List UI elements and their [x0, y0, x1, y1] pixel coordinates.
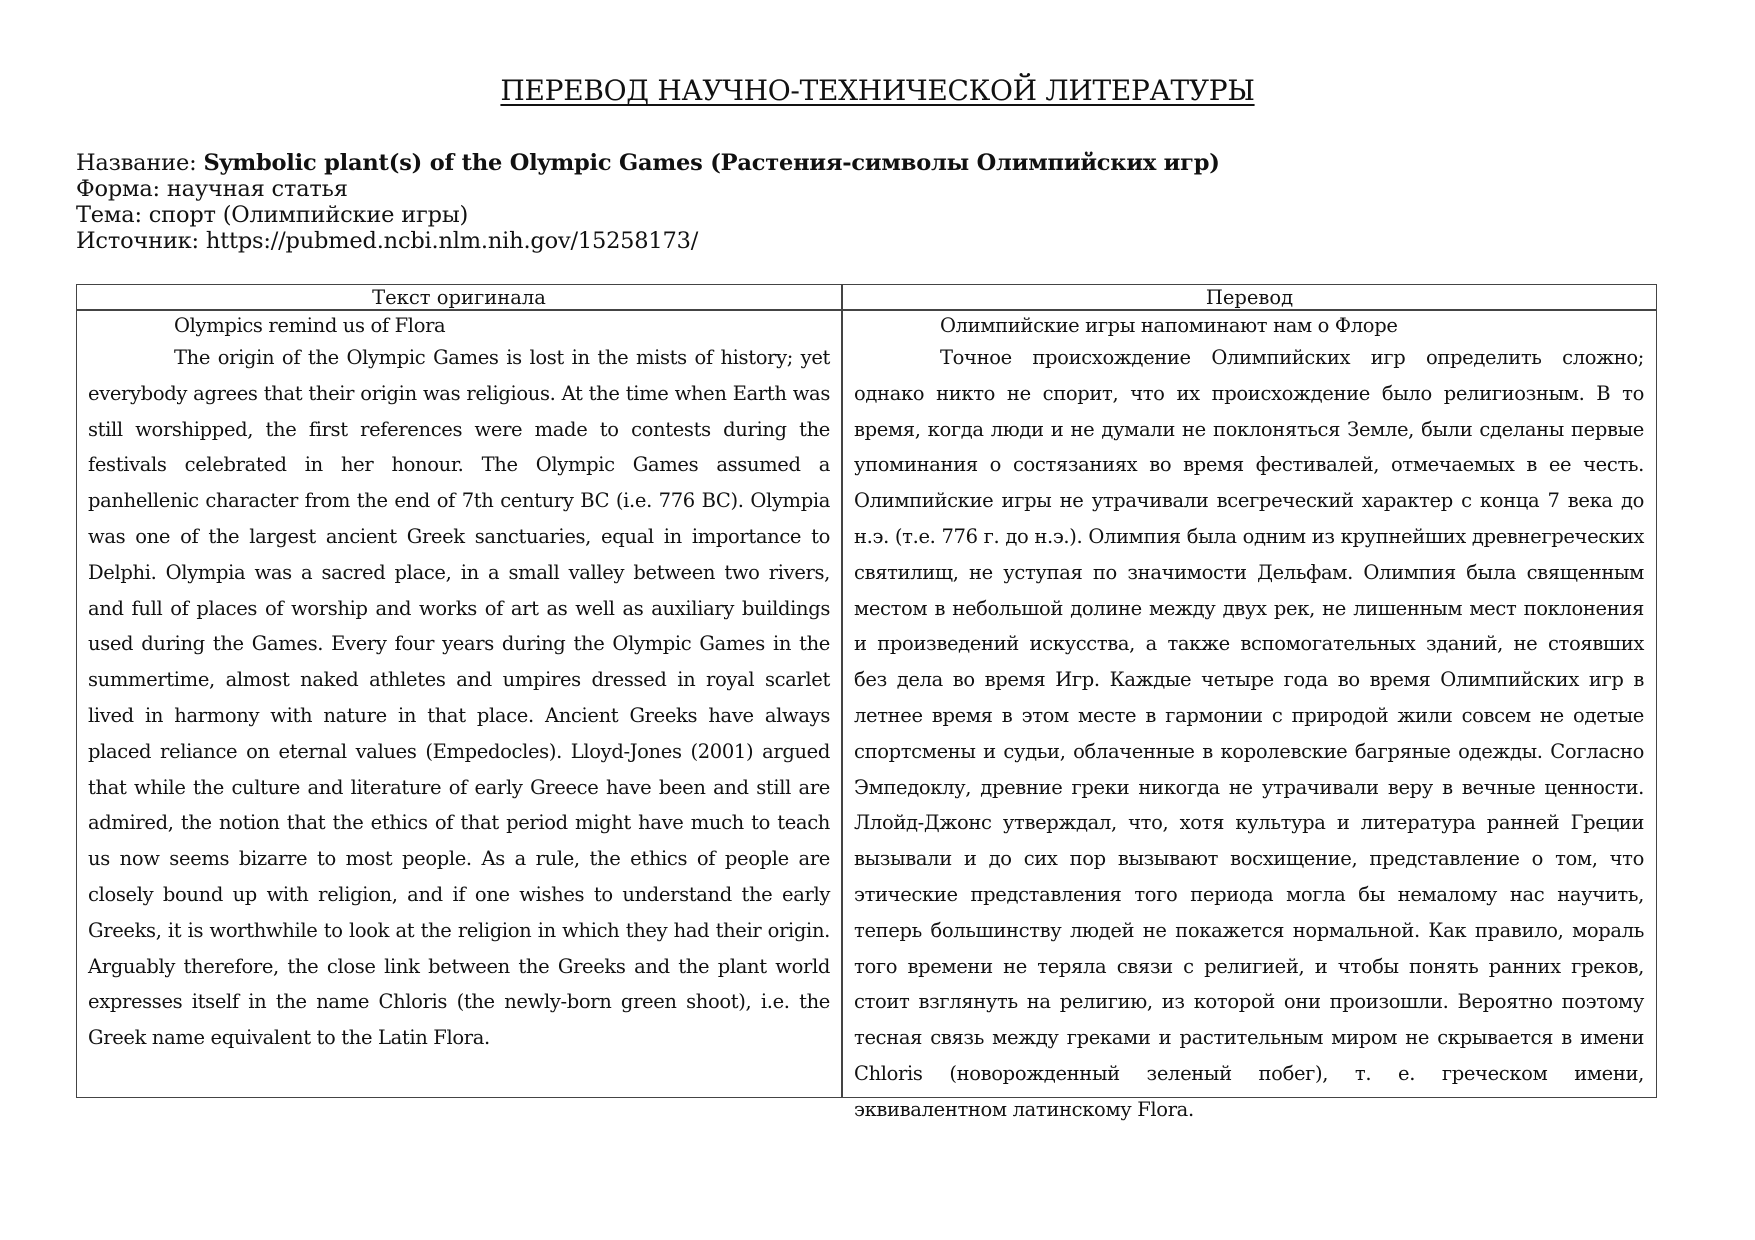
- meta-name-row: [76, 150, 1220, 176]
- meta-name-value: Symbolic plant(s) of the Olympic Games (Растения-символы Олимпийских игр): [203, 150, 1220, 176]
- original-text-cell: [88, 311, 830, 1056]
- document-meta: [76, 150, 1220, 254]
- header-translation: Перевод: [1205, 286, 1294, 309]
- translation-text-cell: [854, 311, 1644, 1128]
- column-divider: [841, 285, 843, 1097]
- translation-body: Точное происхождение Олимпийских игр определить сложно; однако никто не спорит, что их происхождение было религиозным. В то время, когда люди и не думали не поклоняться Земле, были сделаны первые упоминания о состязаниях во время фестивалей, отмечаемых в ее честь. Олимпийские игры не утрачивали всегреческий характер с конца 7 века до н.э. (т.е. 776 г. до н.э.). Олимпия была одним из крупнейших древнегреческих святилищ, не уступая по значимости Дельфам. Олимпия была священным местом в небольшой долине между двух рек, не лишенным мест поклонения и произведений искусства, а также вспомогательных зданий, не стоявших без дела во время Игр. Каждые четыре года во время Олимпийских игр в летнее время в этом месте в гармонии с природой жили совсем не одетые спортсмены и судьи, облаченные в королевские багряные одежды. Согласно Эмпедоклу, древние греки никогда не утрачивали веру в вечные ценности. Ллойд-Джонс утверждал, что, хотя культура и литература ранней Греции вызывали и до сих пор вызывают восхищение, представление о том, что этические представления того периода могла бы немалому нас научить, теперь большинству людей не покажется нормальной. Как правило, мораль того времени не теряла связи с религией, и чтобы понять ранних греков, стоит взглянуть на религию, из которой они произошли. Вероятно поэтому тесная связь между греками и растительным миром не скрывается в имени Chloris (новорожденный зеленый побег), т. е. греческом имени, эквивалентном латинскому Flora.: [854, 346, 1644, 1121]
- translation-heading: Олимпийские игры напоминают нам о Флоре: [940, 314, 1398, 337]
- meta-topic: Тема: спорт (Олимпийские игры): [76, 202, 469, 228]
- meta-source: Источник: https://pubmed.ncbi.nlm.nih.gov/15258173/: [76, 228, 699, 254]
- page-title: ПЕРЕВОД НАУЧНО-ТЕХНИЧЕСКОЙ ЛИТЕРАТУРЫ: [500, 74, 1255, 107]
- original-body: The origin of the Olympic Games is lost in the mists of history; yet everybody agrees that their origin was religious. At the time when Earth was still worshipped, the first references were made to contests during the festivals celebrated in her honour. The Olympic Games assumed a panhellenic character from the end of 7th century BC (i.e. 776 BC). Olympia was one of the largest ancient Greek sanctuaries, equal in importance to Delphi. Olympia was a sacred place, in a small valley between two rivers, and full of places of worship and works of art as well as auxiliary buildings used during the Games. Every four years during the Olympic Games in the summertime, almost naked athletes and umpires dressed in royal scarlet lived in harmony with nature in that place. Ancient Greeks have always placed reliance on eternal values (Empedocles). Lloyd-Jones (2001) argued that while the culture and literature of early Greece have been and still are admired, the notion that the ethics of that period might have much to teach us now seems bizarre to most people. As a rule, the ethics of people are closely bound up with religion, and if one wishes to understand the early Greeks, it is worthwhile to look at the religion in which they had their origin. Arguably therefore, the close link between the Greeks and the plant world expresses itself in the name Chloris (the newly-born green shoot), i.e. the Greek name equivalent to the Latin Flora.: [88, 346, 830, 1050]
- meta-name-label: Название:: [76, 150, 204, 176]
- translation-table: [76, 284, 1657, 1121]
- header-original: Текст оригинала: [372, 286, 546, 309]
- original-heading: Olympics remind us of Flora: [174, 314, 446, 337]
- meta-form: Форма: научная статья: [76, 176, 348, 202]
